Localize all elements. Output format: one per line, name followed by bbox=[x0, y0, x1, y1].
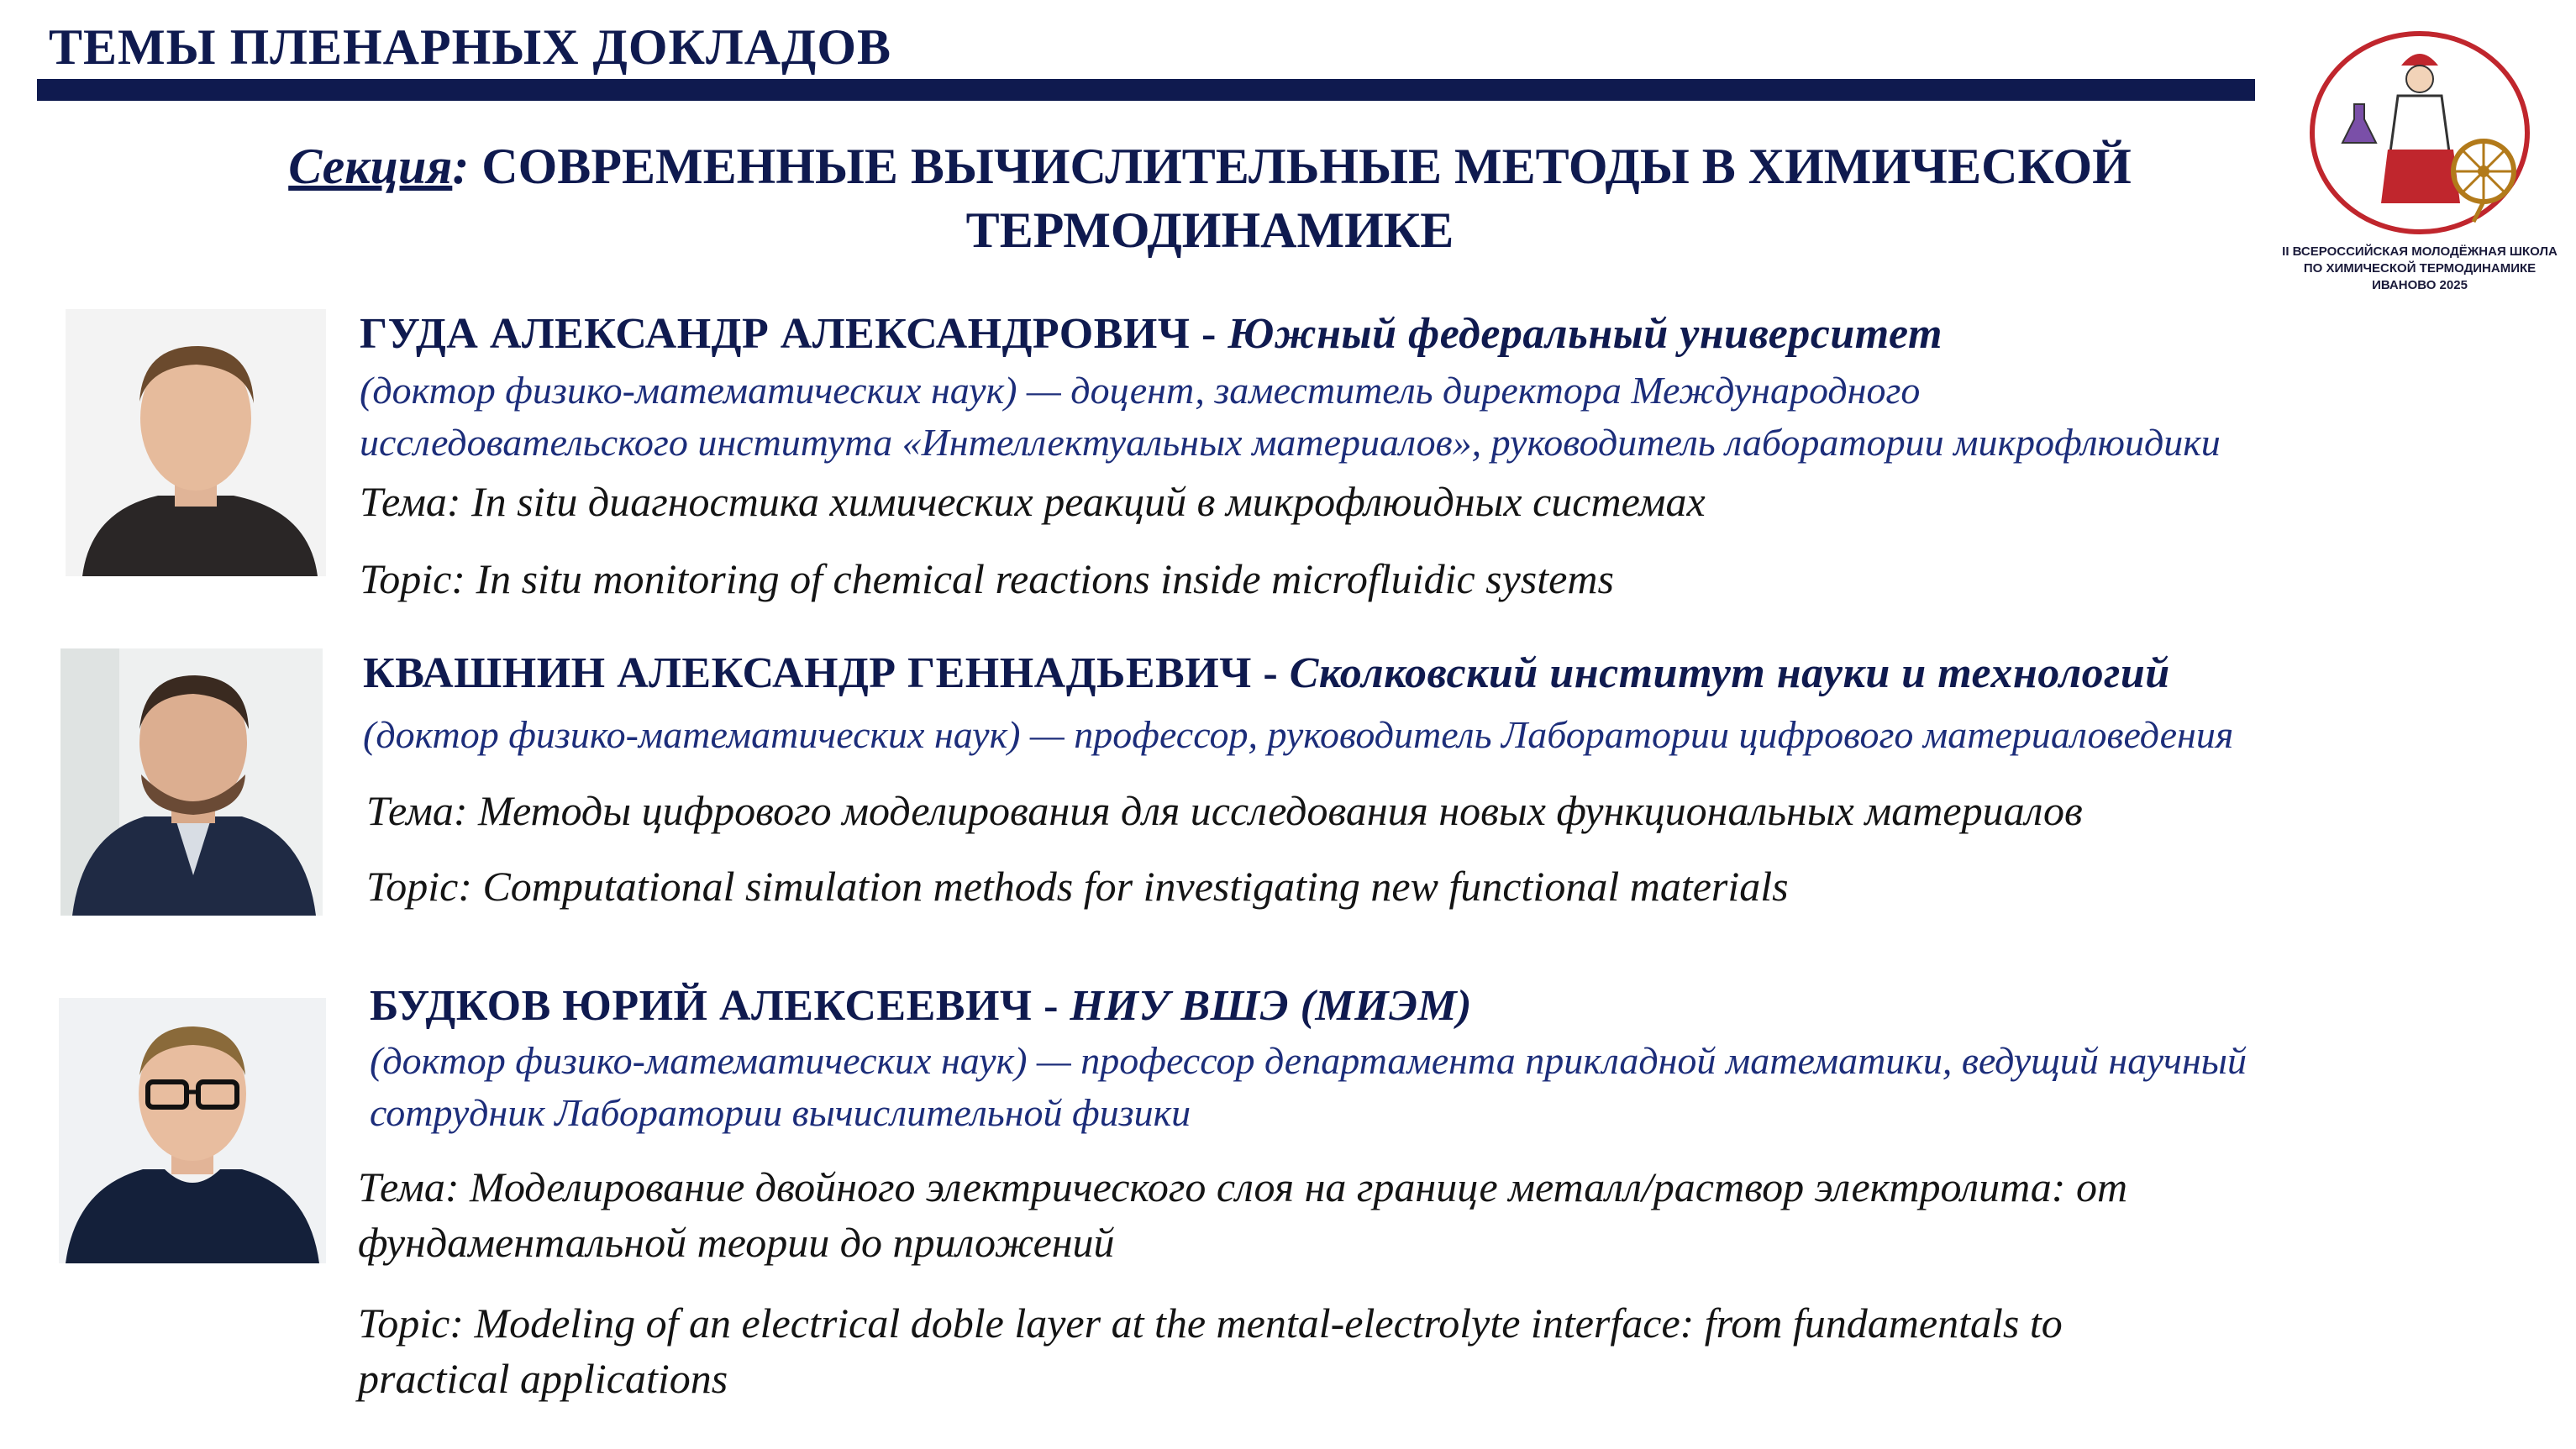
topic-ru: Тема: Методы цифрового моделирования для исследования новых функциональных материалов bbox=[366, 787, 2083, 834]
name-separator: - bbox=[1032, 982, 1070, 1030]
speaker-name-line bbox=[360, 309, 1943, 359]
topic-en: Topic: Computational simulation methods for investigating new functional materials bbox=[366, 863, 1789, 910]
speaker-name: КВАШНИН АЛЕКСАНДР ГЕННАДЬЕВИЧ bbox=[363, 649, 1252, 697]
section-colon: : bbox=[452, 139, 470, 194]
section-title-text: СОВРЕМЕННЫЕ ВЫЧИСЛИТЕЛЬНЫЕ МЕТОДЫ В ХИМИЧЕСКОЙ ТЕРМОДИНАМИКЕ bbox=[481, 139, 2132, 258]
speaker-description bbox=[370, 1035, 2247, 1139]
logo-caption-line2: ПО ХИМИЧЕСКОЙ ТЕРМОДИНАМИКЕ bbox=[2303, 261, 2537, 276]
speaker-photo-kvashnin bbox=[60, 648, 323, 916]
speaker-photo-guda bbox=[66, 309, 326, 576]
topic-en: Topic: In situ monitoring of chemical reactions inside microfluidic systems bbox=[360, 555, 1614, 602]
topic-en bbox=[358, 1295, 2063, 1406]
speaker-name: ГУДА АЛЕКСАНДР АЛЕКСАНДРОВИЧ bbox=[360, 310, 1191, 358]
speaker-description-line1: (доктор физико-математических наук) — профессор департамента прикладной математики, ведущий научный bbox=[370, 1039, 2247, 1082]
speaker-name-line bbox=[363, 648, 2170, 698]
speaker-description-line1: (доктор физико-математических наук) — доцент, заместитель директора Международного bbox=[360, 369, 1921, 412]
speaker-organization: НИУ ВШЭ (МИЭМ) bbox=[1070, 982, 1472, 1030]
section-heading bbox=[101, 134, 2319, 262]
speaker-description-line2: исследовательского института «Интеллектуальных материалов», руководитель лаборатории микрофлюидики bbox=[360, 421, 2221, 464]
topic-ru bbox=[358, 1159, 2127, 1270]
logo-caption-line3: ИВАНОВО 2025 bbox=[2372, 278, 2468, 292]
speaker-name: БУДКОВ ЮРИЙ АЛЕКСЕЕВИЧ bbox=[370, 982, 1033, 1030]
header-divider bbox=[37, 79, 2255, 101]
logo-caption bbox=[2260, 244, 2576, 294]
logo-caption-line1: II ВСЕРОССИЙСКАЯ МОЛОДЁЖНАЯ ШКОЛА bbox=[2282, 244, 2558, 259]
page-title: ТЕМЫ ПЛЕНАРНЫХ ДОКЛАДОВ bbox=[49, 19, 892, 75]
logo-emblem-icon bbox=[2294, 24, 2546, 242]
speaker-name-line bbox=[370, 981, 1472, 1031]
speaker-description: (доктор физико-математических наук) — профессор, руководитель Лаборатории цифрового материаловедения bbox=[363, 713, 2234, 756]
topic-en-line1: Topic: Modeling of an electrical doble layer at the mental-electrolyte interface: from fundamentals to bbox=[358, 1299, 2063, 1347]
topic-en-line2: practical applications bbox=[358, 1355, 728, 1402]
topic-ru-line1: Тема: Моделирование двойного электрического слоя на границе металл/раствор электролита: от bbox=[358, 1163, 2128, 1210]
name-separator: - bbox=[1251, 649, 1290, 697]
name-separator: - bbox=[1190, 310, 1228, 358]
speaker-photo-budkov bbox=[59, 998, 326, 1263]
speaker-description-line2: сотрудник Лаборатории вычислительной физики bbox=[370, 1091, 1191, 1134]
speaker-description bbox=[360, 365, 2221, 469]
speaker-organization: Южный федеральный университет bbox=[1228, 310, 1943, 358]
section-label: Секция bbox=[288, 139, 453, 194]
topic-ru: Тема: In situ диагностика химических реакций в микрофлюидных системах bbox=[360, 478, 1706, 525]
topic-ru-line2: фундаментальной теории до приложений bbox=[358, 1219, 1115, 1266]
speaker-organization: Сколковский институт науки и технологий bbox=[1289, 649, 2170, 697]
